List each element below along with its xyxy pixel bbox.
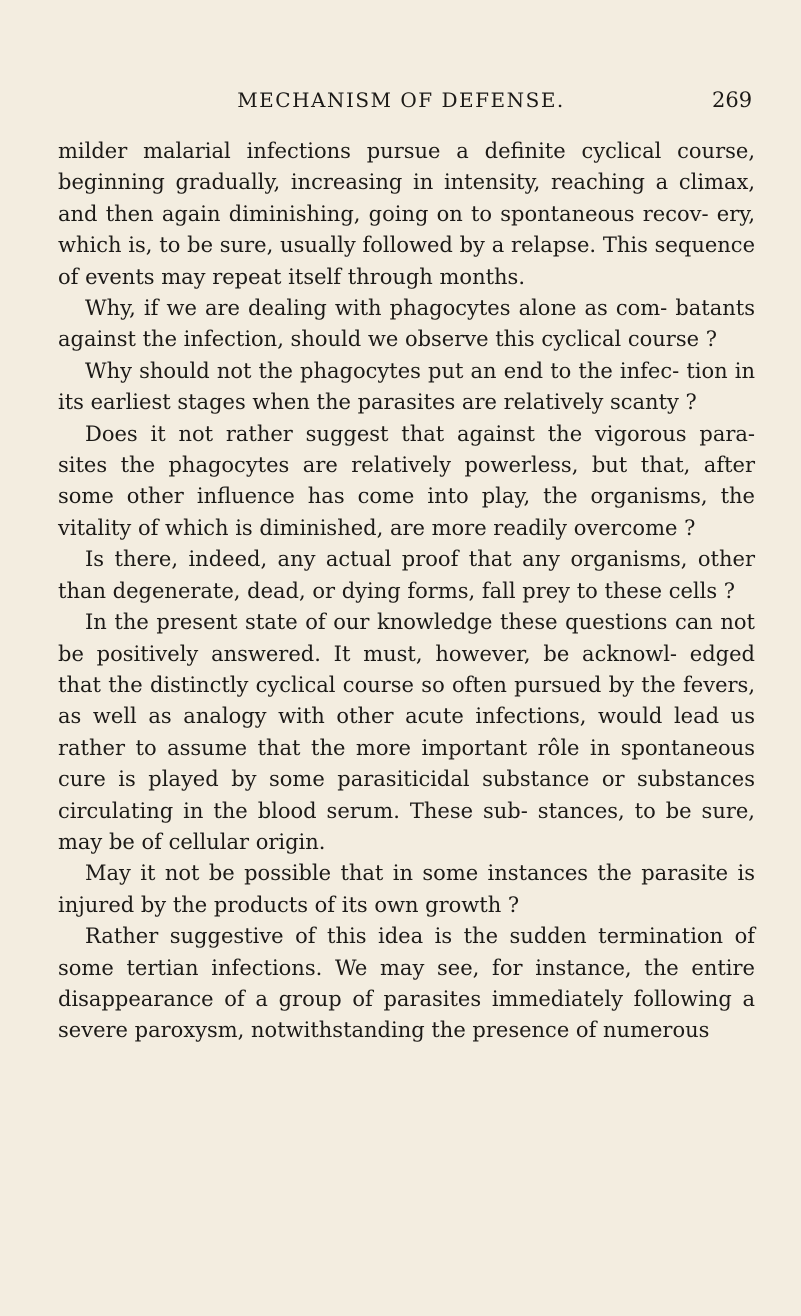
paragraph-continued: milder malarial infections pursue a definite cyclical course, beginning gradually, increasing in intensity, reaching a climax, and then again diminishing, going on to spontaneous recov- ery, which is, to be sure, usually followed by a relapse. This sequence of events may repeat itself through months. [58,139,755,289]
paragraph: Rather suggestive of this idea is the sudden termination of some tertian infections. We may see, for instance, the entire disappearance of a group of parasites immediately following a severe paroxysm, notwithstanding the presence of numerous [58,924,755,1043]
paragraph: Is there, indeed, any actual proof that any organisms, other than degenerate, dead, or dying forms, fall prey to these cells ? [58,547,755,603]
body-text [58,136,755,1047]
running-title: MECHANISM OF DEFENSE. [237,88,565,112]
page-number: 269 [712,88,753,112]
running-head [0,88,801,118]
paragraph: May it not be possible that in some instances the parasite is injured by the products of its own growth ? [58,861,755,917]
paragraph: In the present state of our knowledge these questions can not be positively answered. It must, however, be acknowl- edged that the distinctly cyclical course so often pursued by the fevers, as well as analogy with other acute infections, would lead us rather to assume that the more important rôle in spontaneous cure is played by some parasiticidal substance or substances circulating in the blood serum. These sub- stances, to be sure, may be of cellular origin. [58,610,755,854]
paragraph: Why, if we are dealing with phagocytes alone as com- batants against the infection, should we observe this cyclical course ? [58,296,755,352]
paragraph: Does it not rather suggest that against the vigorous para- sites the phagocytes are relatively powerless, but that, after some other influence has come into play, the organisms, the vitality of which is diminished, are more readily overcome ? [58,421,755,540]
paragraph: Why should not the phagocytes put an end to the infec- tion in its earliest stages when the parasites are relatively scanty ? [58,358,755,415]
